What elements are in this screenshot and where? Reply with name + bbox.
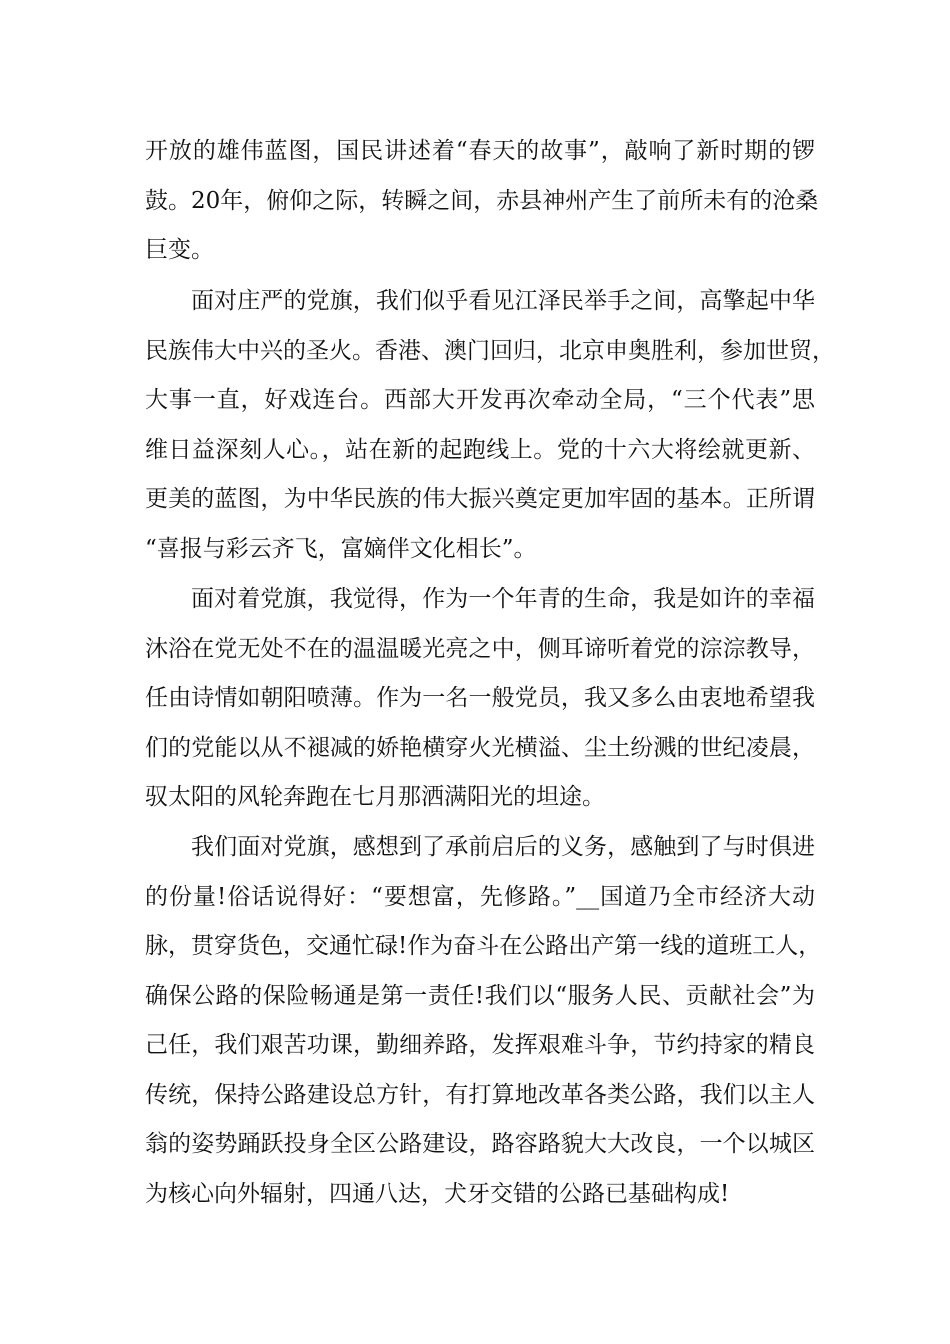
paragraph-4 bbox=[145, 823, 822, 1219]
paragraph-line: 更美的蓝图，为中华民族的伟大振兴奠定更加牢固的基本。正所谓 bbox=[145, 486, 815, 512]
paragraph-line: 民族伟大中兴的圣火。香港、澳门回归，北京申奥胜利，参加世贸， bbox=[145, 337, 835, 364]
paragraph-line: 驭太阳的风轮奔跑在七月那洒满阳光的坦途。 bbox=[145, 784, 605, 810]
paragraph-line: 们的党能以从不褪减的娇艳横穿火光横溢、尘土纷溅的世纪凌晨， bbox=[145, 734, 815, 761]
paragraph-line: 面对庄严的党旗，我们似乎看见江泽民举手之间，高擎起中华 bbox=[191, 288, 815, 314]
paragraph-line: 任由诗情如朝阳喷薄。作为一名一般党员，我又多么由衷地希望我 bbox=[145, 685, 815, 711]
paragraph-line: 面对着党旗，我觉得，作为一个年青的生命，我是如许的幸福 bbox=[191, 586, 815, 612]
paragraph-line: 维日益深刻人心。，站在新的起跑线上。党的十六大将绘就更新、 bbox=[145, 436, 815, 463]
paragraph-line: 翁的姿势踊跃投身全区公路建设，路容路貌大大改良，一个以城区 bbox=[145, 1131, 815, 1157]
paragraph-line: 脉，贯穿货色，交通忙碌!作为奋斗在公路出产第一线的道班工人， bbox=[145, 933, 822, 959]
paragraph-line: 沐浴在党无处不在的温温暖光亮之中，侧耳谛听着党的淙淙教导， bbox=[145, 635, 815, 662]
paragraph-line: 我们面对党旗，感想到了承前启后的义务，感触到了与时俱进 bbox=[191, 834, 815, 860]
paragraph-1 bbox=[145, 127, 819, 276]
paragraph-line: 巨变。 bbox=[145, 237, 214, 263]
paragraph-line: 大事一直，好戏连台。西部大开发再次牵动全局，“三个代表”思 bbox=[145, 387, 815, 413]
paragraph-line: 传统，保持公路建设总方针，有打算地改革各类公路，我们以主人 bbox=[145, 1081, 815, 1108]
paragraph-line: 鼓。20年，俯仰之际，转瞬之间，赤县神州产生了前所未有的沧桑 bbox=[145, 187, 819, 214]
paragraph-line: 为核心向外辐射，四通八达，犬牙交错的公路已基础构成! bbox=[145, 1180, 730, 1207]
paragraph-line: 的份量!俗话说得好：“要想富，先修路。”__国道乃全市经济大动 bbox=[145, 883, 815, 910]
paragraph-line: “喜报与彩云齐飞，富嫡伴文化相长”。 bbox=[145, 535, 537, 562]
paragraph-line: 己任，我们艰苦功课，勤细养路，发挥艰难斗争，节约持家的精良 bbox=[145, 1032, 815, 1058]
paragraph-line: 确保公路的保险畅通是第一责任!我们以“服务人民、贡献社会”为 bbox=[145, 982, 815, 1009]
paragraph-2 bbox=[145, 277, 835, 574]
paragraph-line: 开放的雄伟蓝图，国民讲述着“春天的故事”，敲响了新时期的锣 bbox=[145, 138, 815, 164]
paragraph-3 bbox=[145, 575, 815, 823]
